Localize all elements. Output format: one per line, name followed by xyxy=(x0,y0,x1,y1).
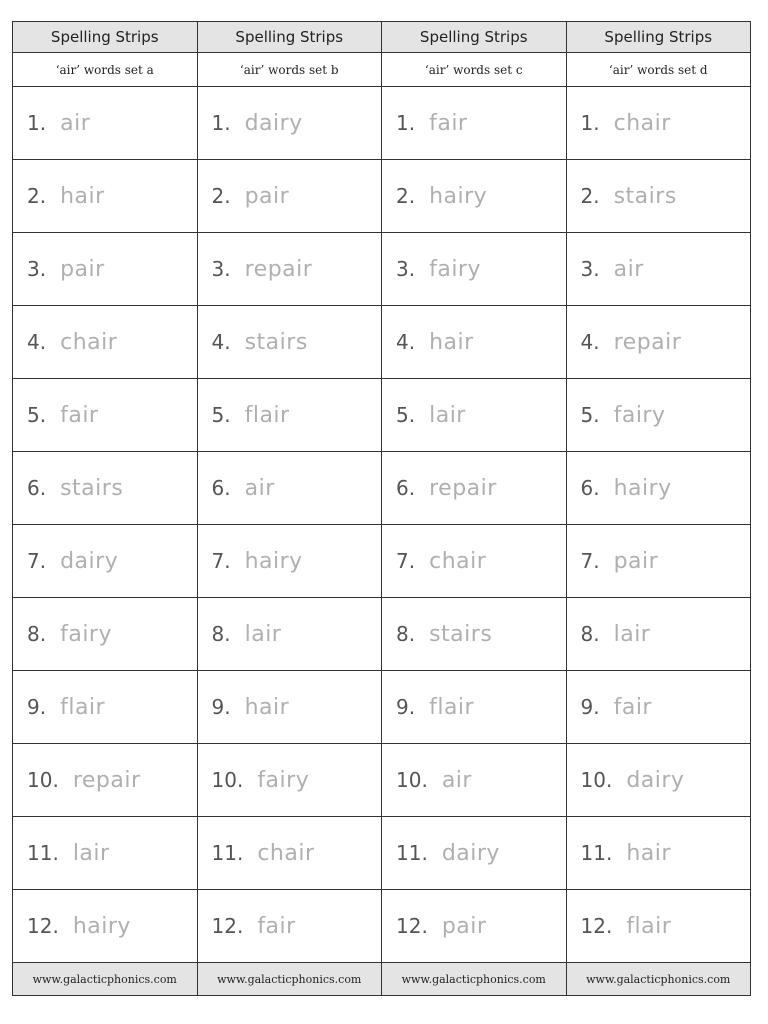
word-number: 11. xyxy=(580,841,613,865)
word-row xyxy=(13,598,197,671)
word-number: 4. xyxy=(396,330,416,354)
word-row xyxy=(13,890,197,963)
word-row xyxy=(198,598,382,671)
spelling-word: lair xyxy=(72,840,110,866)
word-number: 4. xyxy=(211,330,231,354)
word-number: 10. xyxy=(211,768,244,792)
word-number: 4. xyxy=(27,330,47,354)
word-row xyxy=(382,890,566,963)
word-number: 9. xyxy=(211,695,231,719)
spelling-word: dairy xyxy=(626,767,685,793)
word-row xyxy=(13,87,197,160)
word-number: 3. xyxy=(27,257,47,281)
spelling-word: hair xyxy=(626,840,671,866)
spelling-word: lair xyxy=(613,621,651,647)
word-row xyxy=(13,744,197,817)
word-row xyxy=(198,160,382,233)
word-row xyxy=(567,744,751,817)
word-number: 8. xyxy=(27,622,47,646)
word-number: 10. xyxy=(27,768,59,792)
word-number: 12. xyxy=(211,914,244,938)
word-number: 2. xyxy=(396,184,416,208)
word-number: 12. xyxy=(580,914,613,938)
word-number: 2. xyxy=(211,184,231,208)
spelling-word: hair xyxy=(429,329,474,355)
word-number: 5. xyxy=(580,403,600,427)
spelling-word: repair xyxy=(244,256,313,282)
spelling-word: fair xyxy=(613,694,652,720)
spelling-word: stairs xyxy=(613,183,677,209)
strip-title: Spelling Strips xyxy=(382,21,566,53)
strip-title: Spelling Strips xyxy=(13,21,197,53)
spelling-strip xyxy=(567,21,752,996)
spelling-word: fair xyxy=(257,913,296,939)
spelling-word: fairy xyxy=(613,402,666,428)
spelling-word: fair xyxy=(429,110,468,136)
spelling-strip xyxy=(13,21,198,996)
word-row xyxy=(13,671,197,744)
spelling-word: pair xyxy=(60,256,105,282)
word-row xyxy=(13,233,197,306)
word-number: 7. xyxy=(580,549,600,573)
word-number: 3. xyxy=(211,257,231,281)
word-row xyxy=(13,525,197,598)
word-row xyxy=(382,233,566,306)
word-row xyxy=(382,379,566,452)
word-number: 5. xyxy=(211,403,231,427)
word-row xyxy=(13,160,197,233)
spelling-word: repair xyxy=(72,767,141,793)
spelling-word: fairy xyxy=(60,621,112,647)
spelling-word: flair xyxy=(60,694,106,720)
spelling-word: air xyxy=(60,110,91,136)
spelling-word: hairy xyxy=(429,183,488,209)
word-number: 9. xyxy=(580,695,600,719)
word-number: 8. xyxy=(211,622,231,646)
word-row xyxy=(13,379,197,452)
word-row xyxy=(198,452,382,525)
strip-title: Spelling Strips xyxy=(198,21,382,53)
strip-subtitle: ‘air’ words set a xyxy=(13,53,197,87)
spelling-word: chair xyxy=(613,110,671,136)
spelling-word: pair xyxy=(613,548,659,574)
word-row xyxy=(13,817,197,890)
spelling-word: repair xyxy=(429,475,497,501)
spelling-strips-sheet xyxy=(12,21,751,996)
word-number: 2. xyxy=(580,184,600,208)
word-row xyxy=(198,525,382,598)
spelling-word: chair xyxy=(429,548,487,574)
word-row xyxy=(567,87,751,160)
word-number: 1. xyxy=(211,111,231,135)
word-row xyxy=(382,817,566,890)
spelling-word: lair xyxy=(429,402,466,428)
spelling-word: air xyxy=(244,475,275,501)
word-number: 11. xyxy=(211,841,244,865)
word-number: 10. xyxy=(396,768,428,792)
strip-subtitle: ‘air’ words set c xyxy=(382,53,566,87)
spelling-word: hairy xyxy=(72,913,131,939)
word-number: 12. xyxy=(27,914,59,938)
word-row xyxy=(567,817,751,890)
strip-footer-url: www.galacticphonics.com xyxy=(567,963,751,996)
word-row xyxy=(567,671,751,744)
spelling-word: hair xyxy=(60,183,105,209)
word-row xyxy=(198,671,382,744)
word-row xyxy=(13,452,197,525)
word-number: 7. xyxy=(211,549,231,573)
spelling-strip xyxy=(382,21,567,996)
word-row xyxy=(198,744,382,817)
word-row xyxy=(382,671,566,744)
word-number: 1. xyxy=(580,111,600,135)
word-row xyxy=(382,744,566,817)
word-number: 8. xyxy=(396,622,416,646)
spelling-word: hair xyxy=(244,694,290,720)
word-row xyxy=(13,306,197,379)
word-number: 2. xyxy=(27,184,47,208)
word-number: 6. xyxy=(580,476,600,500)
word-row xyxy=(567,379,751,452)
word-row xyxy=(198,890,382,963)
word-number: 10. xyxy=(580,768,613,792)
strip-footer-url: www.galacticphonics.com xyxy=(382,963,566,996)
spelling-word: repair xyxy=(613,329,682,355)
spelling-word: dairy xyxy=(60,548,119,574)
word-number: 8. xyxy=(580,622,600,646)
word-row xyxy=(198,379,382,452)
word-number: 11. xyxy=(396,841,428,865)
spelling-word: stairs xyxy=(60,475,124,501)
spelling-word: flair xyxy=(429,694,475,720)
word-number: 3. xyxy=(396,257,416,281)
spelling-word: hairy xyxy=(244,548,303,574)
word-row xyxy=(567,525,751,598)
spelling-word: pair xyxy=(441,913,487,939)
word-number: 9. xyxy=(27,695,47,719)
word-number: 3. xyxy=(580,257,600,281)
spelling-word: dairy xyxy=(441,840,500,866)
spelling-word: stairs xyxy=(429,621,493,647)
word-row xyxy=(198,87,382,160)
word-row xyxy=(567,598,751,671)
word-row xyxy=(382,452,566,525)
word-row xyxy=(567,160,751,233)
spelling-word: chair xyxy=(60,329,118,355)
word-number: 6. xyxy=(27,476,47,500)
spelling-word: fairy xyxy=(257,767,310,793)
word-row xyxy=(382,598,566,671)
spelling-word: fairy xyxy=(429,256,481,282)
spelling-word: stairs xyxy=(244,329,308,355)
spelling-word: air xyxy=(441,767,472,793)
word-row xyxy=(198,306,382,379)
word-number: 1. xyxy=(396,111,416,135)
strip-footer-url: www.galacticphonics.com xyxy=(13,963,197,996)
word-row xyxy=(382,87,566,160)
word-number: 6. xyxy=(211,476,231,500)
word-number: 7. xyxy=(27,549,47,573)
spelling-word: flair xyxy=(626,913,672,939)
strip-subtitle: ‘air’ words set d xyxy=(567,53,751,87)
spelling-word: chair xyxy=(257,840,315,866)
word-number: 5. xyxy=(27,403,47,427)
spelling-word: lair xyxy=(244,621,282,647)
word-number: 1. xyxy=(27,111,47,135)
spelling-word: air xyxy=(613,256,644,282)
word-number: 7. xyxy=(396,549,416,573)
word-row xyxy=(198,817,382,890)
spelling-word: flair xyxy=(244,402,290,428)
word-row xyxy=(567,306,751,379)
word-number: 9. xyxy=(396,695,416,719)
word-number: 6. xyxy=(396,476,416,500)
spelling-word: hairy xyxy=(613,475,672,501)
word-row xyxy=(567,890,751,963)
word-row xyxy=(382,525,566,598)
spelling-word: dairy xyxy=(244,110,303,136)
word-row xyxy=(567,233,751,306)
word-number: 12. xyxy=(396,914,428,938)
strip-subtitle: ‘air’ words set b xyxy=(198,53,382,87)
spelling-word: fair xyxy=(60,402,99,428)
word-row xyxy=(382,160,566,233)
word-number: 5. xyxy=(396,403,416,427)
word-row xyxy=(382,306,566,379)
word-row xyxy=(567,452,751,525)
word-row xyxy=(198,233,382,306)
word-number: 11. xyxy=(27,841,59,865)
strip-footer-url: www.galacticphonics.com xyxy=(198,963,382,996)
spelling-strip xyxy=(198,21,383,996)
strip-title: Spelling Strips xyxy=(567,21,751,53)
spelling-word: pair xyxy=(244,183,290,209)
word-number: 4. xyxy=(580,330,600,354)
